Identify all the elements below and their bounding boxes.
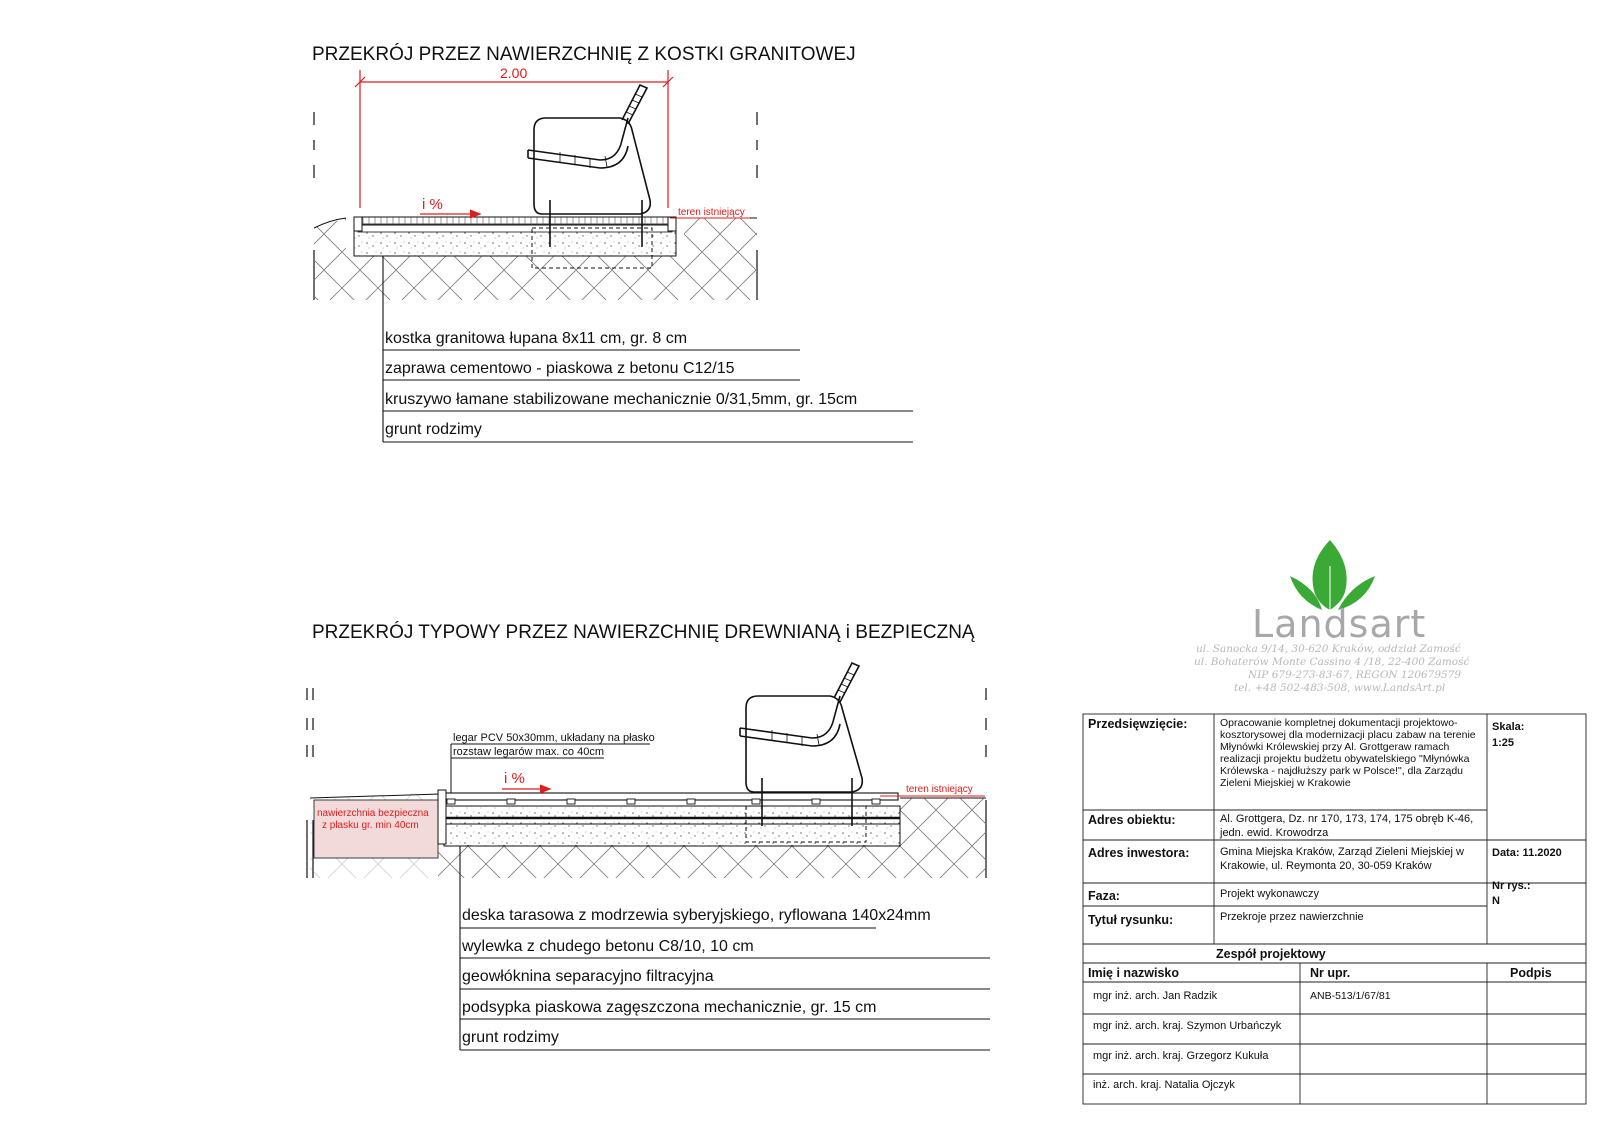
logo-wordmark: Landsart (1252, 602, 1427, 646)
section1-layer-3: kruszywo łamane stabilizowane mechanicznie 0/31,5mm, gr. 15cm (385, 391, 858, 408)
legar-note-1: legar PCV 50x30mm, układany na płasko (453, 732, 655, 744)
tb-team-name-2: mgr inż. arch. kraj. Szymon Urbańczyk (1093, 1020, 1282, 1032)
section1-title: PRZEKRÓJ PRZEZ NAWIERZCHNIĘ Z KOSTKI GRANITOWEJ (312, 44, 856, 65)
section2-terrain: teren istniejący (906, 784, 973, 795)
tb-adres-inwestora-label: Adres inwestora: (1088, 846, 1190, 860)
tb-skala-label: Skala: (1492, 721, 1525, 733)
legar-note-2: rozstaw legarów max. co 40cm (453, 746, 604, 758)
tb-team-name-4: inż. arch. kraj. Natalia Ojczyk (1093, 1079, 1235, 1091)
tb-nr-rys-label: Nr rys.: (1492, 880, 1531, 892)
tb-faza-label: Faza: (1088, 889, 1120, 903)
section2-layer-3: geowłóknina separacyjno filtracyjna (462, 968, 714, 985)
section2-layer-5: grunt rodzimy (462, 1029, 559, 1046)
tb-col-name: Imię i nazwisko (1088, 966, 1180, 980)
section2-layer-1: deska tarasowa z modrzewia syberyjskiego, ryflowana 140x24mm (462, 907, 931, 924)
logo-line-2: ul. Bohaterów Monte Cassino 4 /18, 22-400 Zamość (1194, 656, 1470, 668)
section1-terrain: teren istniejący (678, 207, 745, 218)
tb-przedsiewziecie-label: Przedsięwzięcie: (1088, 717, 1188, 731)
tb-col-nr: Nr upr. (1310, 966, 1351, 980)
tb-adres-obiektu-label: Adres obiektu: (1088, 813, 1176, 827)
tb-faza-value: Projekt wykonawczy (1220, 888, 1320, 900)
tb-team-name-3: mgr inż. arch. kraj. Grzegorz Kukuła (1093, 1050, 1269, 1062)
safe-surface-note-2: z plasku gr. min 40cm (322, 820, 419, 831)
tb-adres-inwestora-value: Gmina Miejska Kraków, Zarząd Zieleni Miejskiej w Krakowie, ul. Reymonta 20, 30-059 Kraków (1220, 846, 1464, 872)
safe-surface-note-1: nawierzchnia bezpieczna (317, 808, 429, 819)
tb-adres-obiektu-value: Al. Grottgera, Dz. nr 170, 173, 174, 175 obręb K-46, jedn. ewid. Krowodrza (1220, 813, 1474, 839)
section1-slope: i % (422, 196, 443, 213)
tb-zespol-label: Zespół projektowy (1216, 947, 1326, 961)
section2-layer-2: wylewka z chudego betonu C8/10, 10 cm (462, 938, 754, 955)
tb-col-sign: Podpis (1510, 966, 1552, 980)
section1-layer-1: kostka granitowa łupana 8x11 cm, gr. 8 cm (385, 330, 688, 347)
tb-data: Data: 11.2020 (1492, 847, 1562, 859)
logo-line-3: NIP 679-273-83-67, REGON 120679579 (1248, 669, 1462, 681)
section1-layer-2: zaprawa cementowo - piaskowa z betonu C12/15 (385, 360, 735, 377)
tb-skala-value: 1:25 (1492, 737, 1515, 749)
section2-slope: i % (504, 770, 525, 787)
section1-dimension: 2.00 (500, 65, 528, 81)
logo-line-1: ul. Sanocka 9/14, 30-620 Kraków, oddział Zamość (1196, 643, 1461, 655)
tb-tytul-value: Przekroje przez nawierzchnie (1220, 911, 1364, 923)
tb-tytul-label: Tytuł rysunku: (1088, 913, 1174, 927)
section2-layer-4: podsypka piaskowa zagęszczona mechanicznie, gr. 15 cm (462, 999, 877, 1016)
tb-przedsiewziecie-value: Opracowanie kompletnej dokumentacji projektowo-kosztorysowej dla modernizacji placu zabaw na terenie Młynówki Królewskiej przy Al. Grottgeraw ramach realizacji projektu budżetu obywatelskiego "Młynówka Królewska - najdłuższy park w Polsce!", dla Zarządu Zieleni Miejskiej w Krakowie (1220, 717, 1476, 789)
section1-drawing (314, 70, 913, 442)
tb-team-nr-1: ANB-513/1/67/81 (1310, 990, 1391, 1002)
section1-layer-4: grunt rodzimy (385, 421, 482, 438)
section2-drawing (307, 663, 990, 1050)
section2-title: PRZEKRÓJ TYPOWY PRZEZ NAWIERZCHNIĘ DREWNIANĄ i BEZPIECZNĄ (312, 622, 975, 643)
tb-team-name-1: mgr inż. arch. Jan Radzik (1093, 990, 1218, 1002)
tb-nr-rys-value: N (1492, 895, 1500, 907)
logo-line-4: tel. +48 502-483-508, www.LandsArt.pl (1234, 682, 1446, 694)
